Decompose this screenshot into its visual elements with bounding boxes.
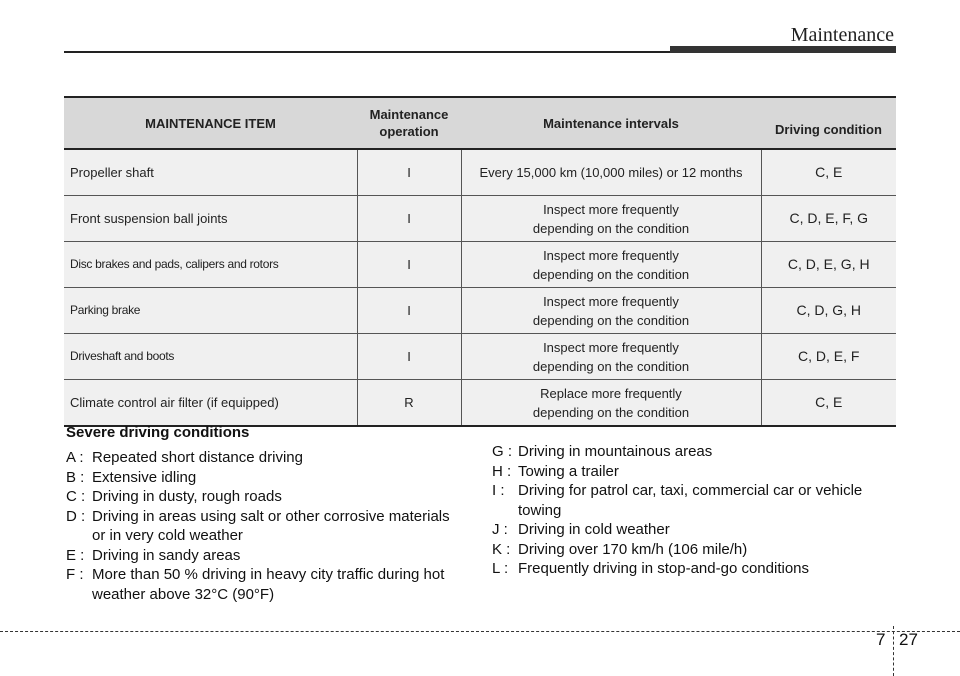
condition-text: Frequently driving in stop-and-go conditions: [518, 560, 809, 577]
row-item: Parking brake: [64, 288, 357, 334]
row-condition: C, D, E, G, H: [761, 242, 896, 288]
condition-item: [66, 487, 466, 507]
condition-text: More than 50 % driving in heavy city traffic during hot weather above 32°C (90°F): [92, 566, 445, 603]
row-interval-line1: Inspect more frequently: [543, 293, 679, 309]
condition-key: C :: [66, 488, 86, 505]
condition-item: [66, 507, 466, 546]
maintenance-table: [64, 96, 896, 427]
condition-item: [492, 442, 896, 462]
row-interval-line2: depending on the condition: [532, 266, 690, 282]
condition-text: Extensive idling: [92, 468, 197, 486]
condition-text: Driving in dusty, rough roads: [92, 488, 282, 505]
condition-key: D :: [66, 507, 86, 525]
condition-key: F :: [66, 566, 84, 583]
footer-divider: [0, 631, 960, 632]
row-operation: R: [357, 380, 461, 427]
condition-key: E :: [66, 546, 85, 564]
condition-text: Driving in sandy areas: [92, 546, 241, 564]
header-maintenance-item: MAINTENANCE ITEM: [64, 97, 357, 149]
row-condition: C, E: [761, 149, 896, 196]
condition-text: Driving over 170 km/h (106 mile/h): [518, 540, 748, 558]
row-interval: [461, 288, 761, 334]
table-header-row: [64, 97, 896, 149]
condition-text: Repeated short distance driving: [92, 449, 303, 466]
row-interval-line2: depending on the condition: [532, 220, 690, 236]
row-interval-line2: depending on the condition: [532, 312, 690, 328]
section-title: Maintenance: [790, 24, 894, 46]
condition-item: [492, 462, 896, 482]
row-operation: I: [357, 196, 461, 242]
condition-item: [492, 520, 896, 540]
condition-key: G :: [492, 443, 513, 460]
row-condition: C, D, G, H: [761, 288, 896, 334]
row-item: Propeller shaft: [64, 149, 357, 196]
header-maintenance-operation: [357, 97, 461, 149]
condition-item: [492, 540, 896, 560]
condition-text: Driving in mountainous areas: [518, 443, 713, 460]
header-rule-accent: [670, 46, 896, 53]
row-interval-line1: Every 15,000 km (10,000 miles) or 12 months: [479, 165, 743, 180]
row-condition: C, D, E, F, G: [761, 196, 896, 242]
table-row: [64, 242, 896, 288]
row-item: Climate control air filter (if equipped): [64, 380, 357, 427]
table-row: [64, 380, 896, 427]
page-number-separator: [893, 626, 894, 676]
condition-key: J :: [492, 521, 508, 538]
table-row: [64, 149, 896, 196]
condition-text: Driving in areas using salt or other corrosive materials or in very cold weather: [92, 507, 450, 544]
condition-key: A :: [66, 449, 84, 466]
row-interval: [461, 380, 761, 427]
row-interval-line1: Replace more frequently: [540, 385, 682, 401]
row-interval-line1: Inspect more frequently: [543, 201, 679, 217]
condition-key: I :: [492, 482, 505, 499]
table-row: [64, 288, 896, 334]
row-item: Disc brakes and pads, calipers and rotors: [64, 242, 357, 288]
condition-text: Driving in cold weather: [518, 521, 670, 538]
condition-key: L :: [492, 560, 509, 577]
header-driving-condition: Driving condition: [761, 97, 896, 149]
table-row: [64, 334, 896, 380]
row-interval-line2: depending on the condition: [532, 358, 690, 374]
header-maintenance-intervals: Maintenance intervals: [461, 97, 761, 149]
page-number: 27: [899, 630, 918, 649]
row-condition: C, D, E, F: [761, 334, 896, 380]
table-row: [64, 196, 896, 242]
row-interval-line1: Inspect more frequently: [543, 339, 679, 355]
condition-item: [66, 468, 466, 488]
row-interval: [461, 334, 761, 380]
condition-item: [66, 448, 466, 468]
row-operation: I: [357, 288, 461, 334]
header-rule: [64, 51, 670, 53]
row-interval-line2: depending on the condition: [532, 404, 690, 420]
condition-key: K :: [492, 540, 511, 558]
condition-item: [492, 559, 896, 579]
severe-conditions-title: Severe driving conditions: [66, 424, 250, 441]
severe-conditions-left: [66, 424, 466, 604]
row-item: Driveshaft and boots: [64, 334, 357, 380]
condition-text: Driving for patrol car, taxi, commercial car or vehicle towing: [518, 482, 863, 519]
condition-key: B :: [66, 468, 85, 486]
row-interval: [461, 149, 761, 196]
row-item: Front suspension ball joints: [64, 196, 357, 242]
row-interval: [461, 242, 761, 288]
row-condition: C, E: [761, 380, 896, 427]
row-operation: I: [357, 149, 461, 196]
row-interval-line1: Inspect more frequently: [543, 247, 679, 263]
condition-item: [66, 546, 466, 566]
row-interval: [461, 196, 761, 242]
header-operation-line1: Maintenance: [369, 107, 449, 122]
condition-text: Towing a trailer: [518, 462, 619, 480]
header-operation-line2: operation: [379, 124, 439, 139]
condition-item: [492, 481, 896, 520]
row-operation: I: [357, 242, 461, 288]
condition-item: [66, 565, 466, 604]
row-operation: I: [357, 334, 461, 380]
severe-conditions-right: [492, 442, 896, 579]
condition-key: H :: [492, 462, 512, 480]
chapter-number: 7: [876, 630, 886, 649]
